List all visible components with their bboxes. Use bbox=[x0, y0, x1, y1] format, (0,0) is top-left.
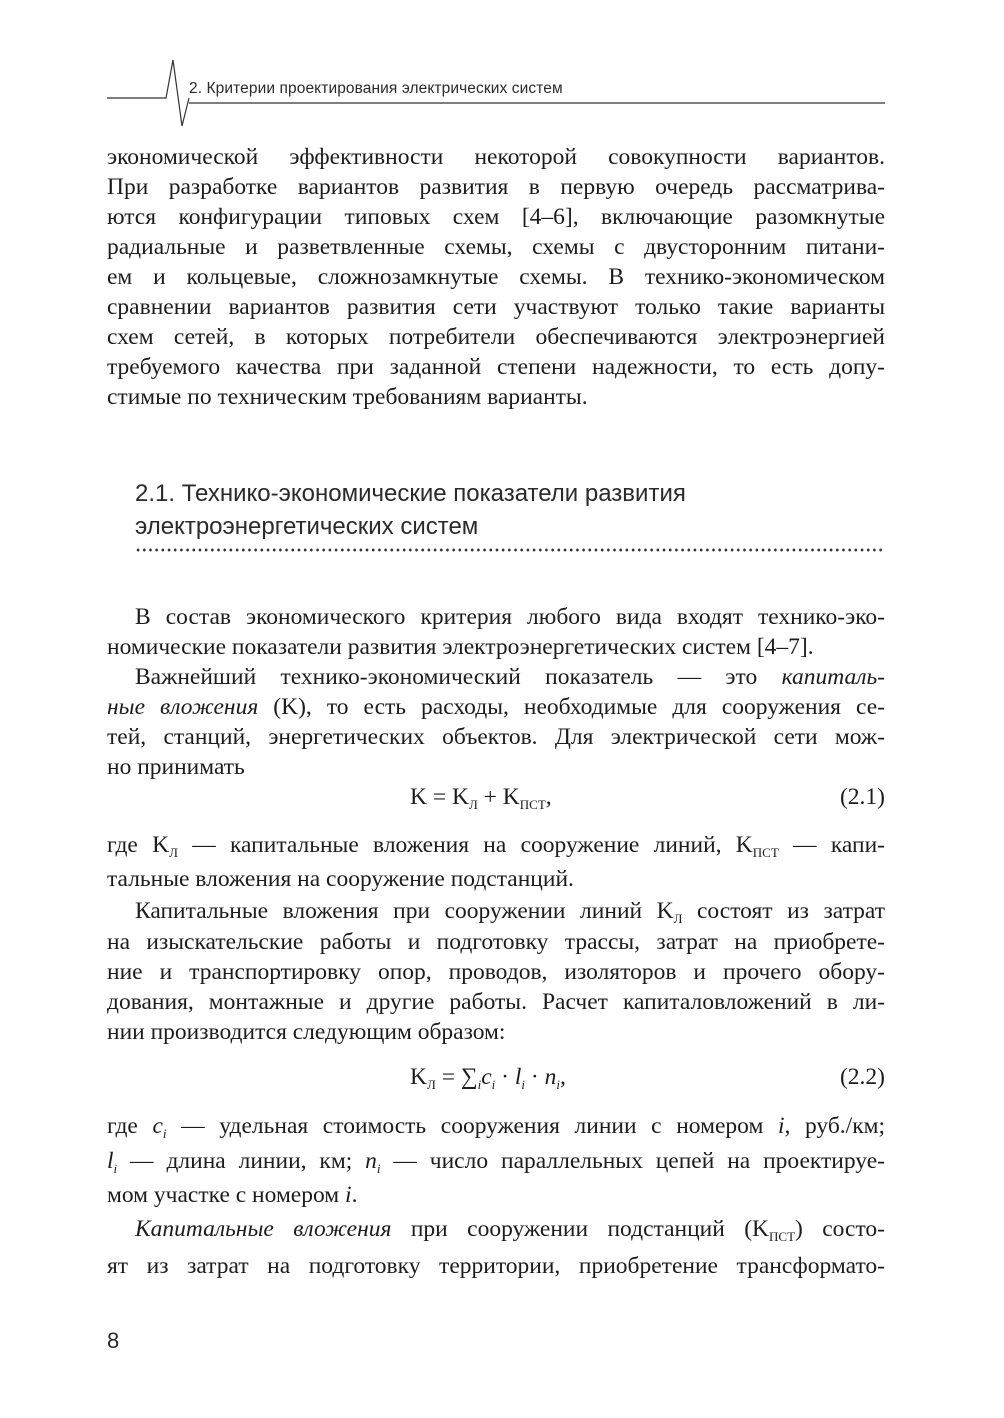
text-line: номические показатели развития электроэнергетических систем [4–7]. bbox=[107, 634, 814, 660]
text-line: тей, станций, энергетических объектов. Для электрической сети мож- bbox=[107, 724, 885, 750]
text-line: В состав экономического критерия любого вида входят технико-эко- bbox=[135, 604, 885, 630]
section-title-line2: электроэнергетических систем bbox=[135, 513, 479, 540]
text-line: ются конфигурации типовых схем [4–6], включающие разомкнутые bbox=[107, 204, 885, 230]
text-line: но принимать bbox=[107, 754, 245, 780]
text-line: сравнении вариантов развития сети участвуют только такие варианты bbox=[107, 294, 885, 320]
text-line: требуемого качества при заданной степени надежности, то есть допу- bbox=[107, 354, 885, 380]
text-line: дования, монтажные и другие работы. Расчет капиталовложений в ли- bbox=[107, 989, 885, 1015]
section-title-line1: 2.1. Технико-экономические показатели развития bbox=[135, 480, 686, 507]
page-number: 8 bbox=[107, 1328, 120, 1353]
text-line: где $c_i$ — удельная стоимость сооружения линии с номером i, руб./км; bbox=[107, 1113, 886, 1141]
text-line: схем сетей, в которых потребители обеспечиваются электроэнергией bbox=[107, 324, 885, 350]
text-line: радиальные и разветвленные схемы, схемы с двусторонним питани- bbox=[107, 234, 885, 260]
text-line: ние и транспортировку опор, проводов, изоляторов и прочего обору- bbox=[107, 959, 885, 985]
equation-number: (2.1) bbox=[839, 784, 885, 810]
text-line: экономической эффективности некоторой совокупности вариантов. bbox=[107, 144, 885, 170]
text-line: где $K_Л$ — капитальные вложения на сооружение линий, $K_{ПСТ}$ — капи- bbox=[107, 832, 885, 860]
text-line: При разработке вариантов развития в первую очередь рассматрива- bbox=[107, 174, 885, 200]
text-line: Капитальные вложения при сооружении подстанций $(K_{ПСТ})$ состо- bbox=[135, 1216, 885, 1244]
text-line: нии производится следующим образом: bbox=[107, 1019, 506, 1045]
text-line: тальные вложения на сооружение подстанций. bbox=[107, 866, 574, 892]
text-line: Капитальные вложения при сооружении линий $K_Л$ состоят из затрат bbox=[135, 898, 885, 926]
text-line: на изыскательские работы и подготовку трассы, затрат на приобрете- bbox=[107, 929, 885, 955]
text-line: ят из затрат на подготовку территории, приобретение трансформато- bbox=[107, 1253, 885, 1279]
text-line: ем и кольцевые, сложнозамкнутые схемы. В технико-экономическом bbox=[107, 264, 885, 290]
text-line: стимые по техническим требованиям варианты. bbox=[107, 384, 588, 410]
formula-2-2: $K_Л = \sum_ic_i \cdot l_i \cdot n_i$, bbox=[410, 1064, 566, 1092]
formula-2-1: $K = K_Л + K_{ПСТ}$, bbox=[410, 784, 552, 812]
text-line: $l_i$ — длина линии, км; $n_i$ — число параллельных цепей на проектируе- bbox=[107, 1148, 885, 1176]
section-dotted-rule bbox=[135, 547, 885, 553]
text-line: мом участке с номером i. bbox=[107, 1182, 358, 1208]
header-rule-ornament bbox=[0, 0, 1004, 140]
text-line: ные вложения (K), то есть расходы, необходимые для сооружения се- bbox=[107, 694, 885, 720]
text-line: Важнейший технико-экономический показатель — это капиталь- bbox=[135, 664, 885, 690]
running-header: 2. Критерии проектирования электрических систем bbox=[189, 80, 563, 97]
equation-number: (2.2) bbox=[839, 1064, 885, 1090]
